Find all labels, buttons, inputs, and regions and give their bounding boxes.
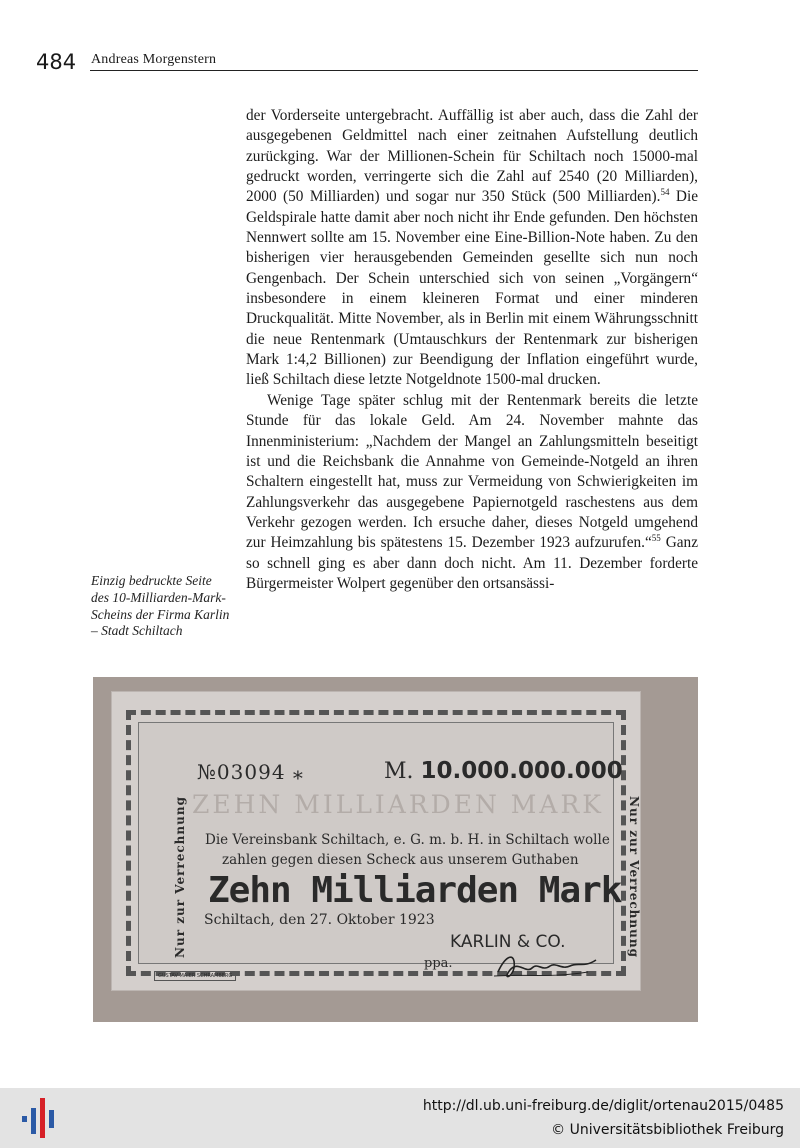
- banknote-side-text-right: Nur zur Verrechnung: [627, 796, 641, 958]
- signature-icon: [492, 948, 612, 984]
- figure-caption: Einzig bedruckte Seite des 10-Milliarden-Mark-Scheins der Firma Karlin – Stadt Schiltach: [91, 573, 230, 639]
- banknote-side-text-left: Nur zur Verrechnung: [173, 796, 187, 958]
- banknote-amount-prefix: M.: [384, 759, 414, 784]
- banknote-amount-value: 10.000.000.000: [420, 758, 623, 784]
- running-head-author: Andreas Morgenstern: [91, 52, 217, 67]
- banknote-denomination: Zehn Milliarden Mark: [208, 870, 622, 911]
- banknote-text-line-1: Die Vereinsbank Schiltach, e. G. m. b. H. in Schiltach wolle: [205, 832, 610, 848]
- paragraph-1-part-1: der Vorderseite untergebracht. Auffällig ist aber auch, dass die Zahl der ausgegebenen Geldmittel nach einer zeitnahen Aufstellung deutlich zurückging. War der Millionen-Schein für Schiltach noch 15000-mal gedruckt worden, verringerte sich die Zahl auf 2540 (20 Milliarden), 2000 (50 Milliarden) und sogar nur 350 Stück (500 Milliarden).: [246, 107, 698, 206]
- banknote-date: Schiltach, den 27. Oktober 1923: [204, 912, 435, 928]
- paragraph-2-part-2: Ganz so schnell ging es aber dann doch nicht. Am 11. Dezember forderte Bürgermeister Wolpert gegenüber den ortsansässi-: [246, 534, 698, 592]
- paragraph-1: [246, 106, 698, 391]
- banknote-text-line-2: zahlen gegen diesen Scheck aus unserem Guthaben: [222, 852, 579, 868]
- banknote-watermark-text: ZEHN MILLIARDEN MARK: [192, 790, 604, 819]
- footer-source-link[interactable]: http://dl.ub.uni-freiburg.de/diglit/ortenau2015/0485: [422, 1098, 784, 1114]
- banknote-amount: [384, 758, 623, 784]
- footnote-ref-54[interactable]: 54: [660, 187, 670, 198]
- paragraph-1-part-2: Die Geldspirale hatte damit aber noch nicht ihr Ende gefunden. Den höchsten Nennwert sollte am 15. November eine Eine-Billion-Note haben. Zu den bisherigen vier herausgebenden Gemeinden gesellte sich nun noch Gengenbach. Der Schein unterschied sich von seinen „Vorgängern“ insbesondere in einem kleineren Format und einer minderen Druckqualität. Mitte November, als in Berlin mit einem Währungsschnitt die neue Rentenmark (Umtauschkurs der Rentenmark zur bisherigen Mark 1:4,2 Billionen) zur Beendigung der Inflation eingeführt wurde, ließ Schiltach diese letzte Notgeldnote 1500-mal drucken.: [246, 188, 698, 389]
- footnote-ref-55[interactable]: 55: [651, 533, 661, 544]
- page-number: 484: [36, 50, 77, 74]
- banknote-paper: [111, 691, 641, 991]
- banknote-ppa: ppa.: [424, 956, 453, 971]
- footer-bar: [0, 1088, 800, 1148]
- banknote-firm: KARLIN & CO.: [450, 932, 566, 952]
- paragraph-2-part-1: Wenige Tage später schlug mit der Rentenmark bereits die letzte Stunde für das lokale Geld. Am 24. November mahnte das Innenministerium: „Nachdem der Mangel an Zahlungsmitteln beseitigt ist und die Reichsbank die Annahme von Gemeinde-Notgeld an ihren Schaltern eingestellt hat, muss zur Vermeidung von Schwierigkeiten im Zahlungsverkehr das ausgegebene Papiernotgeld raschestens aus dem Verkehr gezogen werden. Ich ersuche daher, dieses Notgeld umgehend zur Heimzahlung bis spätestens 15. Dezember 1923 aufzurufen.“: [246, 391, 698, 552]
- paragraph-2: [246, 391, 698, 594]
- body-text: [246, 106, 698, 594]
- banknote-serial: №03094 ⁎: [197, 760, 304, 784]
- footer-copyright: © Universitätsbibliothek Freiburg: [551, 1122, 784, 1138]
- banknote-printer-mark: GUSTAV MAIER SCHRAMBERG: [154, 971, 236, 981]
- ub-freiburg-logo-icon: [20, 1096, 60, 1140]
- header-rule: [90, 70, 698, 71]
- banknote-photo: [93, 677, 698, 1022]
